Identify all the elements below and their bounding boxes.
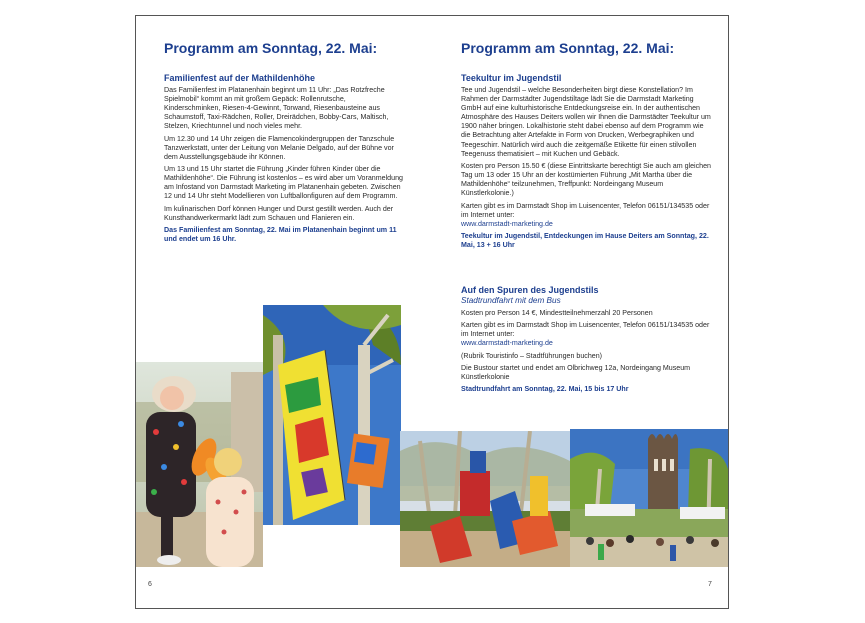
familienfest-summary: Das Familienfest am Sonntag, 22. Mai im Platanenhain beginnt um 11 und endet um 16 Uhr. [164, 226, 397, 244]
jugendstil-paragraph: Kosten pro Person 14 €, Mindestteilnehmerzahl 20 Personen [461, 309, 653, 317]
page-number-left: 6 [148, 581, 152, 588]
teekultur-paragraph: Tee und Jugendstil – welche Besonderheiten birgt diese Konstellation? Im Rahmen der Darmstädter Jugendstiltage lädt Sie die Darmstadt Marketing GmbH auf eine kulturhistorische Entdeckungsreise ein. In der authentischen Atmosphäre des Hauses Deiters wollen wir Ihnen die Darmstädter Teekultur um 1900 näher bringen. Lokalhistorie steht dabei ebenso auf dem Programm wie die Betrachtung alter Artefakte in Form von Drucken, Werbegraphiken und Teegeschirr. Natürlich wird auch die zeitgemäße Etikette für einen stilvollen Teegenuss thematisiert – mit Kuchen und Gebäck. [461, 86, 711, 158]
familienfest-subheading: Familienfest auf der Mathildenhöhe [164, 73, 316, 83]
teekultur-summary: Teekultur im Jugendstil, Entdeckungen im Hause Deiters am Sonntag, 22. Mai, 13 + 16 Uhr [461, 231, 709, 250]
familienfest-paragraph: Im kulinarischen Dorf können Hunger und Durst gestillt werden. Auch der Kunsthandwerkermarkt lädt zum Schauen und Flanieren ein. [164, 204, 394, 222]
jugendstil-subtitle: Stadtrundfahrt mit dem Bus [461, 296, 561, 305]
jugendstil-body [461, 309, 711, 398]
teekultur-link[interactable]: www.darmstadt-marketing.de [461, 219, 553, 228]
jugendstil-summary: Stadtrundfahrt am Sonntag, 22. Mai, 15 bis 17 Uhr [461, 385, 629, 394]
jugendstil-paragraph: Karten gibt es im Darmstadt Shop im Luisencenter, Telefon 06151/134535 oder im Internet unter: [461, 321, 710, 339]
photo-banners-trees-image [263, 305, 401, 525]
page-left [136, 16, 433, 608]
familienfest-body [164, 86, 404, 247]
page-left-heading: Programm am Sonntag, 22. Mai: [164, 40, 378, 56]
brochure-spread [135, 15, 729, 609]
photo-sculptures-park [400, 431, 570, 567]
jugendstil-note: (Rubrik Touristinfo – Stadtführungen buchen) [461, 351, 603, 360]
teekultur-paragraph: Kosten pro Person 15.50 € (diese Eintrittskarte berechtigt Sie auch am gleichen Tag um 13 oder 15 Uhr an der kostümierten Führung „Mit Martha über die Mathildenhöhe“ teilzunehmen, Treffpunkt: Nordeingang Museum Künstlerkolonie.) [461, 161, 711, 198]
photo-clown-child [136, 362, 263, 567]
familienfest-paragraph: Um 13 und 15 Uhr startet die Führung „Kinder führen Kinder über die Mathildenhöhe“. Die Führung ist kostenlos – es wird aber um Voranmeldung am Infostand von Darmstadt Marketing im Platanenhain gebeten. Zwischen 12 und 14 Uhr steht Modellieren von Luftballonfiguren auf dem Programm. [164, 165, 403, 201]
photo-sculptures-park-image [400, 431, 570, 567]
jugendstil-route: Die Bustour startet und endet am Olbrichweg 12a, Nordeingang Museum Künstlerkolonie [461, 364, 691, 382]
photo-clown-child-image [136, 362, 263, 567]
photo-banners-trees [263, 305, 401, 525]
teekultur-body [461, 86, 711, 253]
teekultur-subheading: Teekultur im Jugendstil [461, 73, 562, 83]
teekultur-paragraph: Karten gibt es im Darmstadt Shop im Luisencenter, Telefon 06151/134535 oder im Internet unter: [461, 201, 710, 219]
jugendstil-subheading: Auf den Spuren des Jugendstils [461, 285, 599, 295]
familienfest-paragraph: Um 12.30 und 14 Uhr zeigen die Flamencokindergruppen der Tanzschule Tanzwerkstatt, unter der Leitung von Melanie Delgado, auf der Bühne vor dem Ausstellungsgebäude ihr Können. [164, 134, 395, 161]
photo-wedding-tower-image [570, 429, 728, 567]
page-right-heading: Programm am Sonntag, 22. Mai: [461, 40, 675, 56]
page-number-right: 7 [708, 581, 712, 588]
familienfest-paragraph: Das Familienfest im Platanenhain beginnt um 11 Uhr: „Das Rotzfreche Spielmobil“ kommt an mit großem Gepäck: Rollenrutsche, Kinderschminken, Riesen-4-Gewinnt, Torwand, Riesenbausteine aus Schaumstoff, Taxi-Rädchen, Roller, Dreirädchen, Bobby-Cars, Maltisch, Stelzen, Kriechtunnel und noch vieles mehr. [164, 86, 389, 131]
photo-wedding-tower [570, 429, 728, 567]
jugendstil-link[interactable]: www.darmstadt-marketing.de [461, 339, 553, 348]
